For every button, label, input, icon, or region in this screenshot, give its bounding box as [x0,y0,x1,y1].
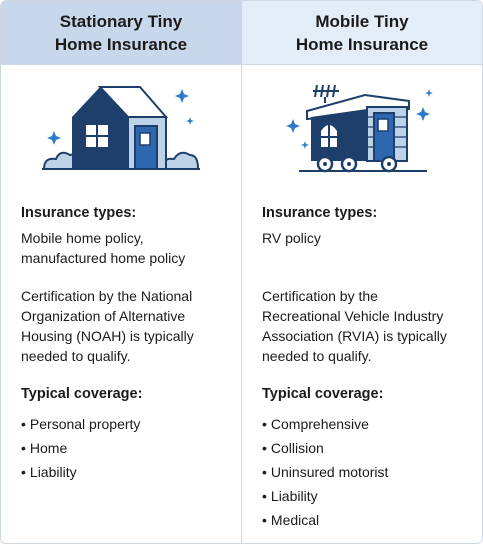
list-item: • Collision [262,440,324,456]
sparkle-icon [416,107,430,121]
list-item: • Personal property [21,416,141,432]
stationary-insurance-types-label: Insurance types: [21,205,137,221]
mobile-illustration [242,65,482,191]
stationary-insurance-types: Mobile home policy, manufactured home policy [21,230,186,266]
mobile-title: Mobile Tiny Home Insurance [295,11,429,54]
sparkle-icon [186,117,194,125]
mobile-coverage-list [262,412,482,532]
sparkle-icon [425,89,433,97]
sparkle-icon [301,141,309,149]
list-item: • Liability [262,488,318,504]
stationary-illustration [1,65,241,191]
list-item: • Comprehensive [262,416,369,432]
mobile-details [242,191,482,532]
mobile-insurance-types-label: Insurance types: [262,205,378,221]
stationary-tiny-house-icon [36,73,206,183]
stationary-coverage-list [21,412,241,484]
stationary-coverage-label: Typical coverage: [21,386,143,402]
sparkle-icon [286,119,300,133]
cloud-right-icon [164,153,198,169]
list-item: • Medical [262,512,320,528]
list-item: • Liability [21,464,77,480]
mobile-header [242,1,482,65]
stationary-certification: Certification by the National Organization of Alternative Housing (NOAH) is typically needed to qualify. [21,288,194,364]
list-item: • Home [21,440,68,456]
mobile-certification: Certification by the Recreational Vehicle Industry Association (RVIA) is typically needed to qualify. [262,288,447,364]
sparkle-icon [47,131,61,145]
stationary-header [1,1,241,65]
mobile-tiny-house-icon [277,73,447,183]
stationary-column [1,1,242,543]
mobile-coverage-label: Typical coverage: [262,386,384,402]
sparkle-icon [175,89,189,103]
antenna-icon [313,85,339,103]
mobile-insurance-types: RV policy [262,230,321,246]
list-item: • Uninsured motorist [262,464,389,480]
stationary-details [1,191,241,484]
mobile-column [242,1,482,543]
stationary-title: Stationary Tiny Home Insurance [54,11,188,54]
